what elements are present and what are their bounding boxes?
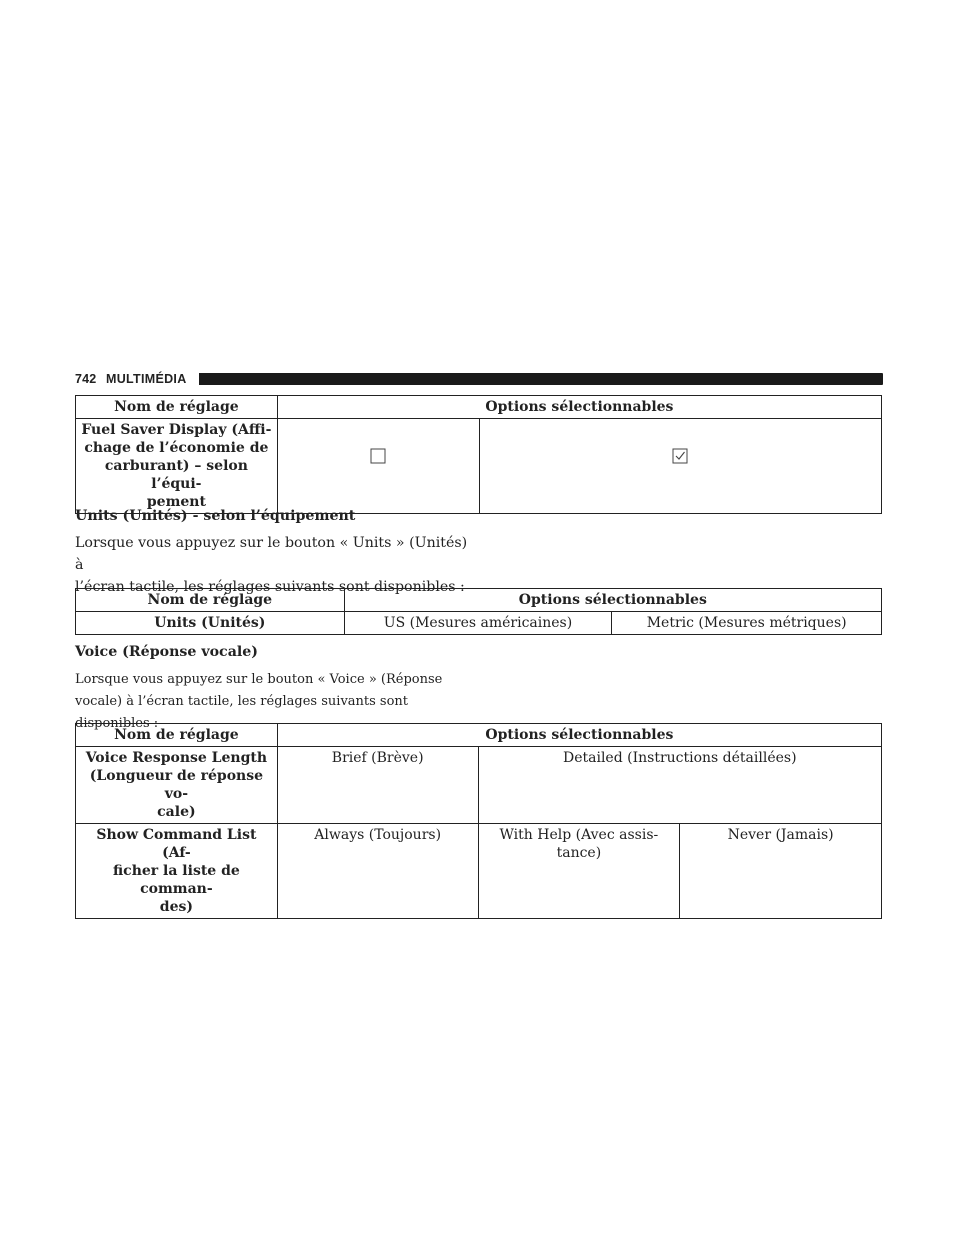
option-line: tance) [556, 845, 602, 861]
unchecked-checkbox-icon[interactable] [370, 448, 386, 464]
option-cell[interactable] [478, 824, 680, 919]
table-row [76, 747, 882, 824]
voice-description-line: vocale) à l’écran tactile, les réglages suivants sont disponibles : [75, 694, 409, 731]
column-header-options: Options sélectionnables [344, 589, 881, 612]
setting-name-line: pement [146, 494, 206, 510]
setting-name-line: (Longueur de réponse vo- [89, 768, 264, 802]
voice-description-line: Lorsque vous appuyez sur le bouton « Voice » (Réponse [75, 672, 443, 687]
voice-heading: Voice (Réponse vocale) [75, 644, 259, 660]
column-header-options: Options sélectionnables [277, 724, 881, 747]
setting-name-line: cale) [157, 804, 196, 820]
option-cell[interactable]: Always (Toujours) [277, 824, 478, 919]
setting-name-cell [76, 419, 278, 514]
units-description-line: Lorsque vous appuyez sur le bouton « Units » (Unités) à [75, 535, 468, 573]
units-description-line: l’écran tactile, les réglages suivants sont disponibles : [75, 579, 465, 595]
option-cell[interactable]: Never (Jamais) [680, 824, 882, 919]
voice-table [75, 723, 882, 919]
option-line: With Help (Avec assis- [499, 827, 659, 843]
column-header-options: Options sélectionnables [277, 396, 881, 419]
setting-name-cell [76, 824, 278, 919]
option-cell[interactable]: Metric (Mesures métriques) [612, 612, 882, 635]
option-cell-off[interactable] [277, 419, 479, 514]
table-row [76, 419, 882, 514]
setting-name-line: carburant) – selon l’équi- [104, 458, 248, 492]
fuel-saver-table [75, 395, 882, 514]
column-header-setting: Nom de réglage [76, 396, 278, 419]
option-cell-on[interactable] [479, 419, 881, 514]
setting-name-cell: Units (Unités) [76, 612, 345, 635]
page-header [75, 371, 883, 387]
setting-name-line: Fuel Saver Display (Affi- [81, 422, 272, 438]
checked-checkbox-icon[interactable] [672, 448, 688, 464]
table-header-row [76, 589, 882, 612]
header-rule [199, 373, 883, 385]
setting-name-cell [76, 747, 278, 824]
setting-name-line: Show Command List (Af- [96, 827, 257, 861]
setting-name-line: Voice Response Length [85, 750, 268, 766]
option-cell[interactable]: US (Mesures américaines) [344, 612, 612, 635]
table-header-row [76, 724, 882, 747]
units-heading: Units (Unités) - selon l’équipement [75, 508, 356, 524]
table-row [76, 824, 882, 919]
option-cell[interactable]: Brief (Brève) [277, 747, 478, 824]
page-number: 742 [75, 372, 97, 386]
option-cell[interactable]: Detailed (Instructions détaillées) [478, 747, 881, 824]
column-header-setting: Nom de réglage [76, 724, 278, 747]
setting-name-line: chage de l’économie de [84, 440, 269, 456]
section-title: MULTIMÉDIA [106, 372, 187, 386]
table-header-row [76, 396, 882, 419]
setting-name-line: ficher la liste de comman- [113, 863, 240, 897]
units-table [75, 588, 882, 635]
setting-name-line: des) [159, 899, 193, 915]
table-row [76, 612, 882, 635]
column-header-setting: Nom de réglage [76, 589, 345, 612]
